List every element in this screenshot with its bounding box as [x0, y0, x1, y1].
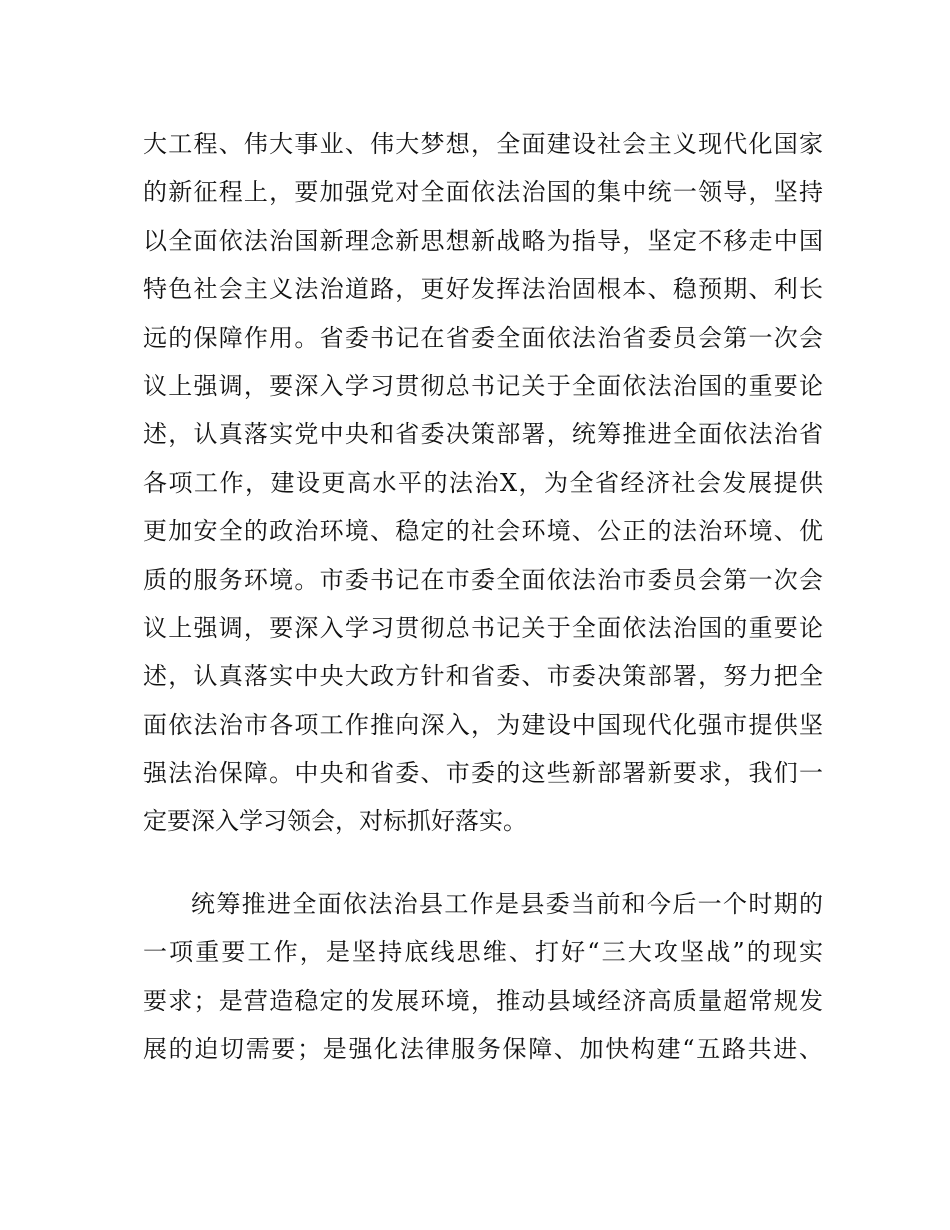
- text-line: 一项重要工作，是坚持底线思维、打好“三大攻坚战”的现实: [143, 938, 823, 967]
- text-line: 质的服务环境。市委书记在市委全面依法治市委员会第一次会: [143, 565, 823, 594]
- text-line: 统筹推进全面依法治县工作是县委当前和今后一个时期的: [191, 890, 823, 918]
- text-line: 特色社会主义法治道路，更好发挥法治固根本、稳预期、利长: [143, 275, 823, 304]
- text-line: 要求；是营造稳定的发展环境，推动县域经济高质量超常规发: [143, 986, 823, 1015]
- text-line: 议上强调，要深入学习贯彻总书记关于全面依法治国的重要论: [143, 371, 823, 400]
- text-line: 面依法治市各项工作推向深入，为建设中国现代化强市提供坚: [143, 710, 823, 739]
- text-line: 各项工作，建设更高水平的法治X，为全省经济社会发展提供: [143, 468, 823, 497]
- text-line: 述，认真落实党中央和省委决策部署，统筹推进全面依法治省: [143, 420, 823, 449]
- paragraph-2: [143, 880, 823, 1074]
- text-line: 大工程、伟大事业、伟大梦想，全面建设社会主义现代化国家: [143, 130, 823, 158]
- text-line: 述，认真落实中央大政方针和省委、市委决策部署，努力把全: [143, 662, 823, 691]
- text-line: 定要深入学习领会，对标抓好落实。: [143, 807, 527, 836]
- text-line: 以全面依法治国新理念新思想新战略为指导，坚定不移走中国: [143, 226, 823, 255]
- text-line: 展的迫切需要；是强化法律服务保障、加快构建“五路共进、: [143, 1035, 823, 1064]
- text-line: 议上强调，要深入学习贯彻总书记关于全面依法治国的重要论: [143, 613, 823, 642]
- text-line: 强法治保障。中央和省委、市委的这些新部署新要求，我们一: [143, 759, 823, 788]
- text-line: 更加安全的政治环境、稳定的社会环境、公正的法治环境、优: [143, 517, 823, 546]
- paragraph-1: [143, 120, 823, 846]
- text-line: 远的保障作用。省委书记在省委全面依法治省委员会第一次会: [143, 323, 823, 352]
- text-line: 的新征程上，要加强党对全面依法治国的集中统一领导，坚持: [143, 178, 823, 207]
